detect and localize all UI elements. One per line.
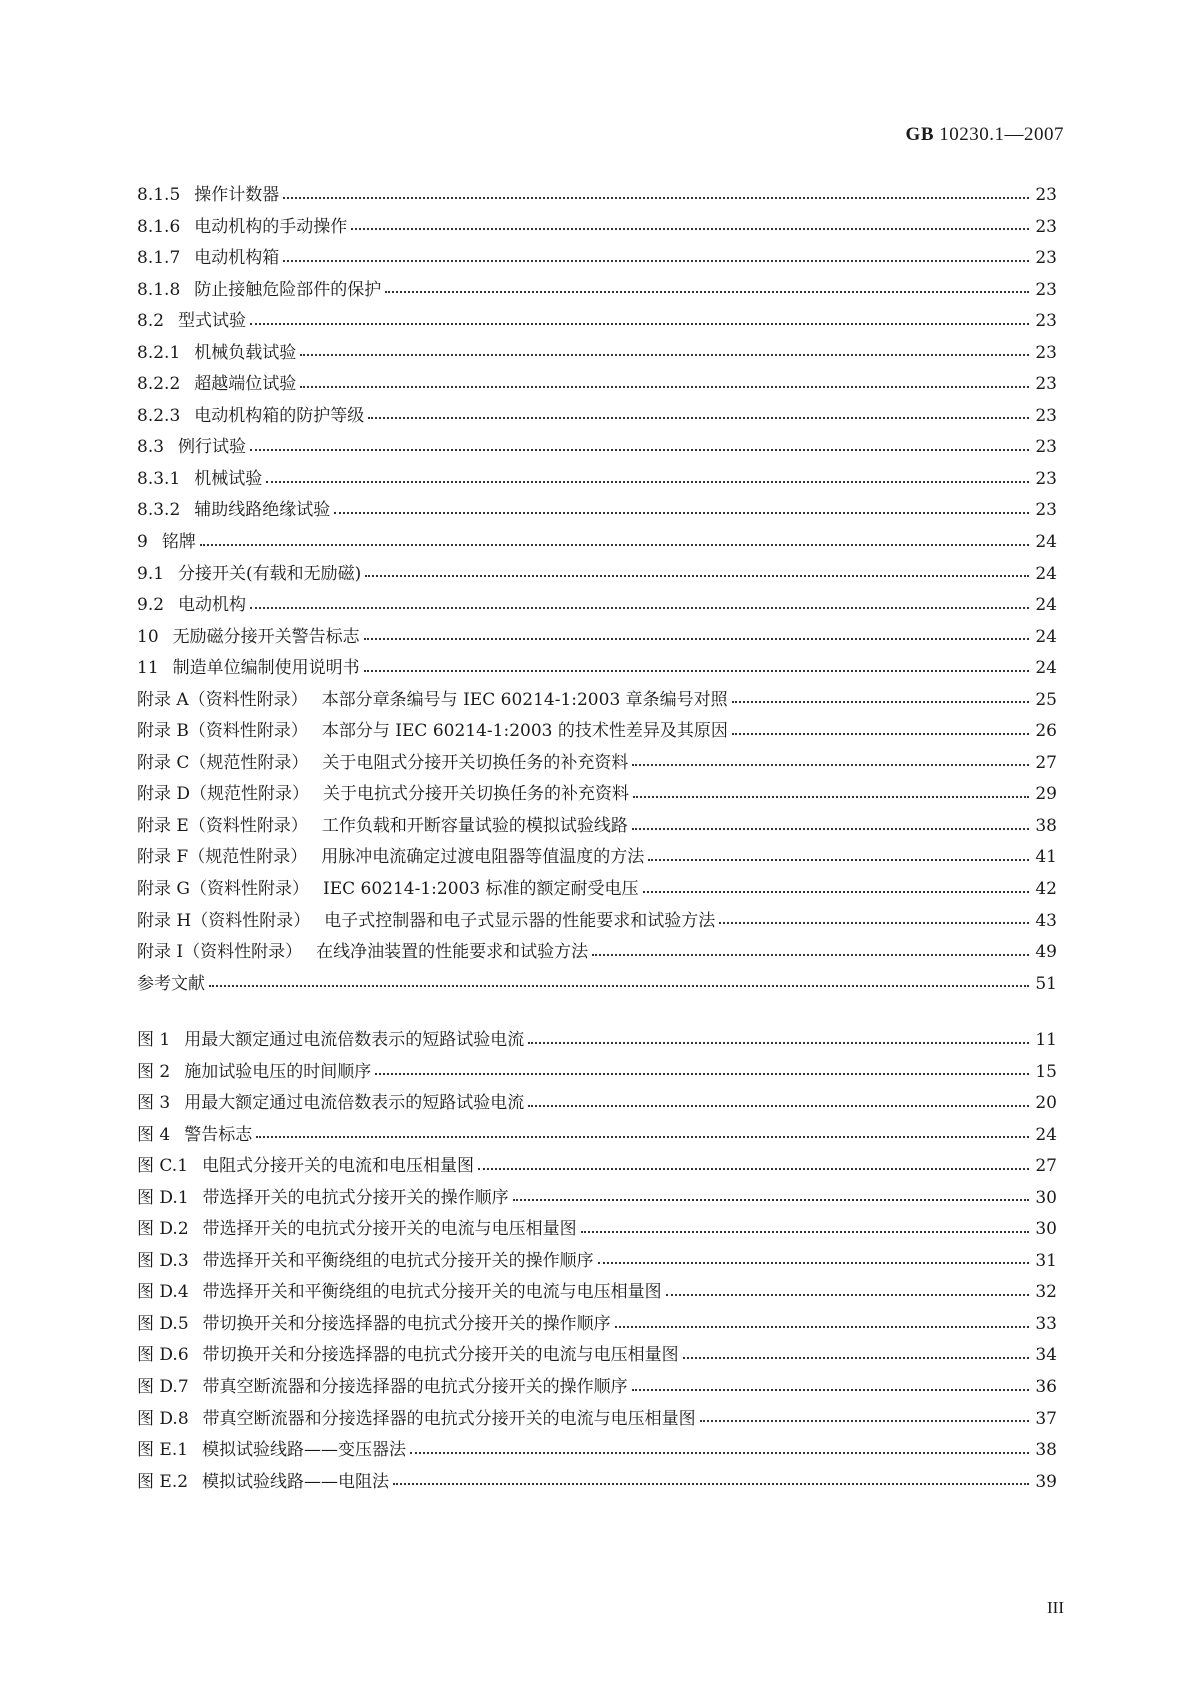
toc-entry-title: 分接开关(有载和无励磁) — [178, 563, 362, 584]
toc-entry-number: 8.2.3 — [137, 405, 181, 426]
toc-entry[interactable] — [137, 716, 1057, 748]
toc-entry-page: 30 — [1035, 1219, 1057, 1240]
toc-entry[interactable] — [137, 1246, 1057, 1278]
dot-leader — [410, 1442, 1029, 1459]
toc-entry[interactable] — [137, 590, 1057, 622]
toc-entry-title: 无励磁分接开关警告标志 — [172, 626, 360, 647]
toc-entry-page: 29 — [1035, 784, 1057, 805]
dot-leader — [528, 1095, 1029, 1112]
toc-entry-number: 9.2 — [137, 595, 165, 616]
toc-entry-page: 27 — [1035, 1156, 1057, 1177]
toc-entry-number: 9 — [137, 532, 148, 553]
dot-leader — [632, 818, 1029, 835]
toc-entry-number: 10 — [137, 626, 159, 647]
toc-entry-page: 23 — [1035, 216, 1057, 237]
toc-entry-page: 42 — [1035, 879, 1057, 900]
toc-entry-number: 11 — [137, 658, 159, 679]
toc-entry-page: 31 — [1035, 1250, 1057, 1271]
toc-entry-title: 铭牌 — [161, 532, 196, 553]
dot-leader — [256, 1127, 1029, 1144]
toc-entry-title: 防止接触危险部件的保护 — [194, 279, 382, 300]
toc-entry[interactable] — [137, 369, 1057, 401]
toc-entry-number: 8.1.7 — [137, 248, 181, 269]
toc-entry-title: 关于电抗式分接开关切换任务的补充资料 — [323, 784, 630, 805]
dot-leader — [393, 1474, 1029, 1491]
dot-leader — [478, 1158, 1029, 1175]
toc-entry-number: 附录 H（资料性附录） — [137, 910, 311, 931]
toc-entry-page: 51 — [1035, 973, 1057, 994]
toc-entry-title: 带选择开关的电抗式分接开关的电流与电压相量图 — [202, 1219, 577, 1240]
toc-entry-page: 24 — [1035, 595, 1057, 616]
toc-entry-page: 38 — [1035, 1440, 1057, 1461]
toc-entry-title: 辅助线路绝缘试验 — [194, 500, 331, 521]
toc-entry-title: 本部分与 IEC 60214-1:2003 的技术性差异及其原因 — [321, 721, 728, 742]
toc-entry-page: 38 — [1035, 815, 1057, 836]
table-of-contents — [137, 180, 1057, 1000]
toc-entry-title: 电阻式分接开关的电流和电压相量图 — [202, 1156, 475, 1177]
dot-leader — [615, 1316, 1029, 1333]
toc-entry[interactable] — [137, 1025, 1057, 1057]
toc-entry-title: 带选择开关的电抗式分接开关的操作顺序 — [202, 1187, 509, 1208]
toc-entry-page: 23 — [1035, 311, 1057, 332]
page-number: III — [1047, 1598, 1064, 1617]
dot-leader — [592, 944, 1029, 961]
toc-entry-title: 用最大额定通过电流倍数表示的短路试验电流 — [184, 1030, 525, 1050]
dot-leader — [666, 1285, 1029, 1302]
dot-leader — [364, 629, 1029, 646]
toc-entry-title: 电子式控制器和电子式显示器的性能要求和试验方法 — [324, 910, 716, 931]
toc-entry[interactable] — [137, 1183, 1057, 1215]
dot-leader — [632, 755, 1029, 772]
dot-leader — [648, 850, 1029, 867]
toc-entry-number: 图 D.7 — [137, 1377, 189, 1398]
toc-entry-title: 用脉冲电流确定过渡电阻器等值温度的方法 — [321, 847, 645, 868]
toc-entry-number: 8.3.2 — [137, 500, 181, 521]
toc-entry-number: 图 D.6 — [137, 1345, 189, 1366]
toc-entry-number: 8.1.8 — [137, 279, 181, 300]
toc-entry-title: 操作计数器 — [194, 185, 280, 205]
toc-entry-title: 机械负载试验 — [194, 342, 297, 363]
toc-entry[interactable] — [137, 306, 1057, 338]
toc-entry-page: 24 — [1035, 626, 1057, 647]
toc-entry-page: 20 — [1035, 1093, 1057, 1114]
toc-entry-title: 带真空断流器和分接选择器的电抗式分接开关的操作顺序 — [202, 1377, 628, 1398]
toc-entry-page: 27 — [1035, 752, 1057, 773]
document-header — [906, 124, 1064, 146]
toc-entry-title: 超越端位试验 — [194, 374, 297, 395]
dot-leader — [513, 1190, 1029, 1207]
dot-leader — [375, 1064, 1029, 1081]
dot-leader — [300, 345, 1029, 362]
toc-entry-number: 图 D.2 — [137, 1219, 189, 1240]
dot-leader — [250, 597, 1029, 614]
dot-leader — [364, 660, 1029, 677]
toc-entry[interactable] — [137, 275, 1057, 307]
toc-entry-page: 26 — [1035, 721, 1057, 742]
toc-entry[interactable] — [137, 874, 1057, 906]
toc-entry-page: 25 — [1035, 689, 1057, 710]
toc-entry[interactable] — [137, 653, 1057, 685]
toc-entry-title: 关于电阻式分接开关切换任务的补充资料 — [322, 752, 629, 773]
toc-entry-title: 施加试验电压的时间顺序 — [184, 1061, 372, 1082]
toc-entry-number: 参考文献 — [137, 973, 205, 994]
toc-entry-page: 11 — [1035, 1030, 1057, 1050]
toc-entry[interactable] — [137, 1057, 1057, 1089]
standard-prefix: GB — [905, 124, 934, 145]
toc-entry-page: 49 — [1035, 942, 1057, 963]
dot-leader — [300, 377, 1029, 394]
toc-entry-title: 例行试验 — [178, 437, 247, 458]
toc-entry-number: 附录 C（规范性附录） — [137, 752, 309, 773]
toc-entry[interactable] — [137, 842, 1057, 874]
toc-entry[interactable] — [137, 1214, 1057, 1246]
toc-entry-number: 图 2 — [137, 1061, 171, 1082]
toc-entry-number: 图 D.1 — [137, 1187, 189, 1208]
toc-entry-number: 8.3.1 — [137, 468, 181, 489]
toc-entry-title: IEC 60214-1:2003 标准的额定耐受电压 — [322, 879, 639, 900]
toc-entry[interactable] — [137, 748, 1057, 780]
toc-entry[interactable] — [137, 1372, 1057, 1404]
toc-entry-title: 在线净油装置的性能要求和试验方法 — [316, 942, 589, 963]
toc-entry-number: 附录 B（资料性附录） — [137, 721, 308, 742]
list-of-figures — [137, 1025, 1057, 1498]
toc-entry-page: 23 — [1035, 248, 1057, 269]
toc-entry[interactable] — [137, 1435, 1057, 1467]
toc-entry-title: 电动机构箱 — [194, 248, 280, 269]
toc-entry-title: 带真空断流器和分接选择器的电抗式分接开关的电流与电压相量图 — [202, 1408, 696, 1429]
toc-entry-number: 8.2.2 — [137, 374, 181, 395]
dot-leader — [633, 787, 1029, 804]
toc-entry-title: 制造单位编制使用说明书 — [172, 658, 360, 679]
toc-entry[interactable] — [137, 1277, 1057, 1309]
toc-entry-number: 图 D.3 — [137, 1250, 189, 1271]
toc-entry-page: 30 — [1035, 1187, 1057, 1208]
toc-entry[interactable] — [137, 1151, 1057, 1183]
toc-entry[interactable] — [137, 1340, 1057, 1372]
dot-leader — [351, 219, 1029, 236]
toc-entry[interactable] — [137, 622, 1057, 654]
toc-entry-title: 警告标志 — [184, 1124, 253, 1145]
toc-entry[interactable] — [137, 212, 1057, 244]
toc-entry-page: 39 — [1035, 1471, 1057, 1492]
toc-entry-number: 附录 A（资料性附录） — [137, 689, 308, 710]
toc-entry-title: 带选择开关和平衡绕组的电抗式分接开关的操作顺序 — [202, 1250, 594, 1271]
toc-entry[interactable] — [137, 1309, 1057, 1341]
toc-entry-number: 图 D.4 — [137, 1282, 189, 1303]
toc-entry[interactable] — [137, 969, 1057, 1001]
toc-entry-page: 15 — [1035, 1061, 1057, 1082]
toc-entry-title: 模拟试验线路——电阻法 — [202, 1471, 390, 1492]
dot-leader — [632, 1379, 1029, 1396]
dot-leader — [365, 566, 1029, 583]
toc-entry[interactable] — [137, 464, 1057, 496]
toc-entry[interactable] — [137, 937, 1057, 969]
dot-leader — [643, 881, 1029, 898]
toc-entry-number: 附录 G（资料性附录） — [137, 879, 309, 900]
dot-leader — [719, 913, 1029, 930]
dot-leader — [732, 724, 1029, 741]
toc-entry[interactable] — [137, 685, 1057, 717]
toc-entry-number: 8.3 — [137, 437, 165, 458]
toc-entry-number: 图 4 — [137, 1124, 171, 1145]
dot-leader — [209, 976, 1029, 993]
toc-entry-number: 附录 F（规范性附录） — [137, 847, 308, 868]
toc-entry[interactable] — [137, 338, 1057, 370]
dot-leader — [528, 1032, 1029, 1049]
toc-entry[interactable] — [137, 495, 1057, 527]
toc-entry-number: 8.2.1 — [137, 342, 181, 363]
toc-entry-number: 图 E.1 — [137, 1440, 189, 1461]
toc-entry-number: 图 1 — [137, 1030, 171, 1050]
toc-entry[interactable] — [137, 527, 1057, 559]
toc-entry-page: 23 — [1035, 468, 1057, 489]
toc-entry-number: 图 3 — [137, 1093, 171, 1114]
toc-entry-title: 型式试验 — [178, 311, 247, 332]
toc-entry[interactable] — [137, 1467, 1057, 1499]
toc-entry-number: 8.1.6 — [137, 216, 181, 237]
toc-entry-page: 41 — [1035, 847, 1057, 868]
dot-leader — [283, 187, 1029, 204]
toc-entry-page: 24 — [1035, 532, 1057, 553]
toc-entry-number: 图 D.5 — [137, 1313, 189, 1334]
toc-entry-page: 36 — [1035, 1377, 1057, 1398]
dot-leader — [266, 471, 1029, 488]
toc-entry[interactable] — [137, 1120, 1057, 1152]
toc-entry[interactable] — [137, 1404, 1057, 1436]
toc-entry-title: 电动机构箱的防护等级 — [194, 405, 365, 426]
toc-entry-page: 23 — [1035, 500, 1057, 521]
toc-entry-number: 图 E.2 — [137, 1471, 189, 1492]
toc-entry[interactable] — [137, 432, 1057, 464]
toc-entry-page: 23 — [1035, 342, 1057, 363]
toc-entry-page: 23 — [1035, 437, 1057, 458]
toc-entry[interactable] — [137, 1088, 1057, 1120]
dot-leader — [334, 503, 1029, 520]
toc-entry[interactable] — [137, 906, 1057, 938]
dot-leader — [368, 408, 1029, 425]
toc-entry-title: 机械试验 — [194, 468, 263, 489]
toc-entry[interactable] — [137, 559, 1057, 591]
toc-entry-title: 模拟试验线路——变压器法 — [202, 1440, 407, 1461]
toc-entry-title: 用最大额定通过电流倍数表示的短路试验电流 — [184, 1093, 525, 1114]
toc-entry-page: 24 — [1035, 658, 1057, 679]
dot-leader — [250, 440, 1029, 457]
dot-leader — [598, 1253, 1029, 1270]
toc-entry-page: 34 — [1035, 1345, 1057, 1366]
toc-entry[interactable] — [137, 401, 1057, 433]
toc-entry-page: 23 — [1035, 185, 1057, 205]
toc-entry-number: 附录 E（资料性附录） — [137, 815, 308, 836]
dot-leader — [700, 1411, 1029, 1428]
dot-leader — [683, 1348, 1029, 1365]
toc-entry-number: 图 D.8 — [137, 1408, 189, 1429]
toc-entry-page: 23 — [1035, 405, 1057, 426]
standard-number: 10230.1—2007 — [939, 124, 1064, 145]
toc-entry-title: 电动机构 — [178, 595, 247, 616]
toc-entry-number: 图 C.1 — [137, 1156, 189, 1177]
toc-entry-title: 带切换开关和分接选择器的电抗式分接开关的操作顺序 — [202, 1313, 611, 1334]
toc-entry-title: 电动机构的手动操作 — [194, 216, 348, 237]
toc-entry-title: 本部分章条编号与 IEC 60214-1:2003 章条编号对照 — [321, 689, 728, 710]
dot-leader — [283, 250, 1029, 267]
toc-entry-number: 8.1.5 — [137, 185, 181, 205]
toc-entry-page: 37 — [1035, 1408, 1057, 1429]
toc-entry[interactable] — [137, 779, 1057, 811]
dot-leader — [581, 1222, 1029, 1239]
dot-leader — [732, 692, 1029, 709]
toc-entry-number: 9.1 — [137, 563, 165, 584]
toc-entry-number: 附录 I（资料性附录） — [137, 942, 303, 963]
dot-leader — [200, 534, 1029, 551]
toc-entry-page: 24 — [1035, 1124, 1057, 1145]
toc-entry-page: 32 — [1035, 1282, 1057, 1303]
toc-entry-title: 带切换开关和分接选择器的电抗式分接开关的电流与电压相量图 — [202, 1345, 679, 1366]
toc-entry-title: 工作负载和开断容量试验的模拟试验线路 — [321, 815, 628, 836]
toc-entry[interactable] — [137, 243, 1057, 275]
toc-entry-page: 43 — [1035, 910, 1057, 931]
dot-leader — [385, 282, 1029, 299]
toc-entry[interactable] — [137, 811, 1057, 843]
toc-entry-title: 带选择开关和平衡绕组的电抗式分接开关的电流与电压相量图 — [202, 1282, 662, 1303]
toc-entry[interactable] — [137, 180, 1057, 212]
toc-entry-page: 23 — [1035, 374, 1057, 395]
toc-entry-page: 33 — [1035, 1313, 1057, 1334]
toc-entry-page: 23 — [1035, 279, 1057, 300]
toc-entry-number: 8.2 — [137, 311, 165, 332]
toc-entry-number: 附录 D（规范性附录） — [137, 784, 310, 805]
toc-entry-page: 24 — [1035, 563, 1057, 584]
dot-leader — [250, 313, 1029, 330]
